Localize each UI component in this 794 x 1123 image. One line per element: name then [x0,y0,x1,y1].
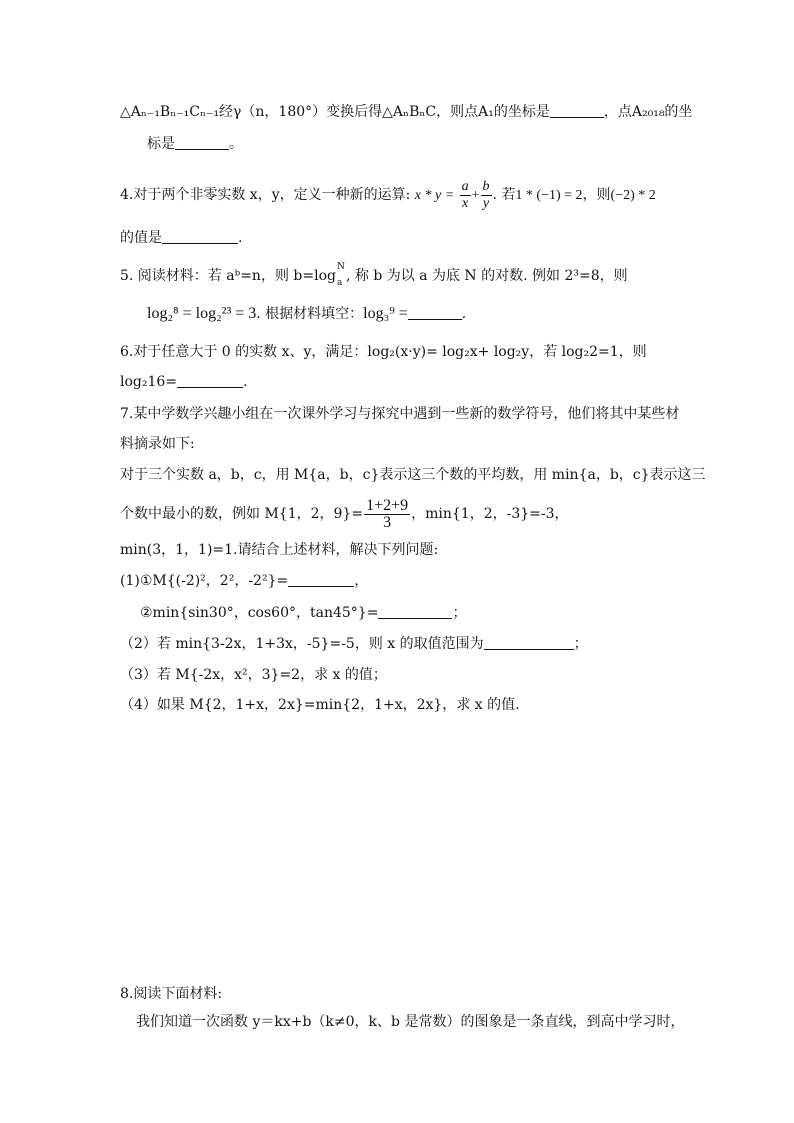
q7-text4-after: ，min{1，2，-3}=-3， [411,506,569,522]
q7-p1a-text: (1)①M{(-2)²，2²，-2²}= [120,573,289,589]
answer-blank[interactable] [175,135,229,150]
log-sup: N [336,262,345,272]
q5-text: 5. 阅读材料：若 aᵇ=n，则 b=log [120,268,336,284]
q3-text-after: ，点A₂₀₁₈的坐 [603,104,693,120]
q7-part4: （4）如果 M{2，1+x，2x}=min{2，1+x，2x}，求 x 的值. [120,697,520,713]
q8-line2: 我们知道一次函数 y＝kx+b（k≠0，k、b 是常数）的图象是一条直线，到高中学习时， [136,1014,685,1030]
answer-blank[interactable] [162,229,238,244]
log-base-exp [336,262,346,288]
q3-line1 [120,102,692,122]
q4-ask: (−2) * 2 [610,188,656,203]
q6-text: 6.对于任意大于 0 的实数 x、y，满足：log₂(x·y)= log₂x+ log₂y，若 log₂2=1，则 [120,344,647,360]
q4-fraction-a-over-x [460,179,471,212]
q7-p1a-after: ， [354,573,369,589]
q4-cond-pre: . 若 [492,187,516,203]
q4-fraction-b-over-y [481,179,492,212]
q7-line3: 对于三个实数 a，b，c，用 M{a，b，c}表示这三个数的平均数，用 min{a，b，c}表示这三 [120,467,706,483]
q6-text2: log₂16= [120,374,178,390]
q4-condition: 1 * (−1) = 2 [515,188,583,203]
frac-num: b [482,178,490,194]
q5-example-math: log₂⁸ = log₂²³ = 3 [147,305,257,322]
answer-blank[interactable] [408,305,462,320]
q5-text2-after: . [461,306,467,322]
q6-line1 [120,342,647,362]
frac-den: y [482,195,490,211]
q7-part1a [120,571,368,591]
log-sub: a [336,278,343,288]
answer-blank[interactable] [484,635,574,650]
answer-blank[interactable] [378,604,452,619]
frac-den: x [462,195,469,211]
answer-blank[interactable] [177,373,243,388]
answer-blank[interactable] [550,103,604,118]
q4-line2 [120,228,242,248]
q7-text4: 个数中最小的数，例如 M{1，2，9}= [120,506,364,522]
plus-sign: + [471,188,480,203]
q5-line2 [147,304,466,324]
q7-line2: 料摘录如下: [120,436,195,452]
q5-ask: log₃⁹ = [363,305,408,322]
q7-p2-after: ； [573,636,588,652]
frac-den: 3 [383,513,392,531]
q4-intro: 4.对于两个非零实数 x，y，定义一种新的运算: [120,187,411,203]
q6-text2-after: . [243,374,248,390]
q7-part3: （3）若 M{-2x，x²，3}=2，求 x 的值； [120,667,387,683]
q7-line1: 7.某中学数学兴趣小组在一次课外学习与探究中遇到一些新的数学符号，他们将其中某些材 [120,406,680,422]
q3-text2: 标是 [147,136,175,152]
q4-text2-after: . [238,230,243,246]
q3-text2-after: 。 [229,136,243,152]
q5-line1 [120,262,628,288]
q4-text2: 的值是 [120,230,162,246]
q3-text: △Aₙ₋₁Bₙ₋₁Cₙ₋₁经γ（n，180°）变换后得△AₙBₙC，则点A₁的坐标是 [120,104,550,120]
q7-p2-text: （2）若 min{3-2x，1+3x，-5}=-5，则 x 的取值范围为 [120,636,484,652]
q4-cond-mid: ，则 [582,187,611,203]
q4-def-lhs: x * y = [414,188,455,203]
q7-p1b-after: ； [452,605,467,621]
q5-text2: . 根据材料填空： [256,306,364,322]
frac-num: a [461,178,469,194]
q5-text-after: , 称 b 为以 a 为底 N 的对数. 例如 2³=8，则 [345,268,628,284]
q7-line4 [120,494,569,534]
q4-line1 [120,178,656,213]
answer-blank[interactable] [288,572,354,587]
q6-line2 [120,372,247,392]
q7-part2 [120,634,588,654]
frac-num: 1+2+9 [366,496,409,514]
q7-p1b-text: ②min{sin30°，cos60°，tan45°}= [140,605,379,621]
q8-line1: 8.阅读下面材料: [120,986,223,1002]
q7-line5: min(3，1，1)=1.请结合上述材料，解决下列问题: [120,542,439,558]
q7-fraction-average [364,498,410,531]
q7-part1b [140,603,466,623]
q3-line2 [147,134,243,154]
